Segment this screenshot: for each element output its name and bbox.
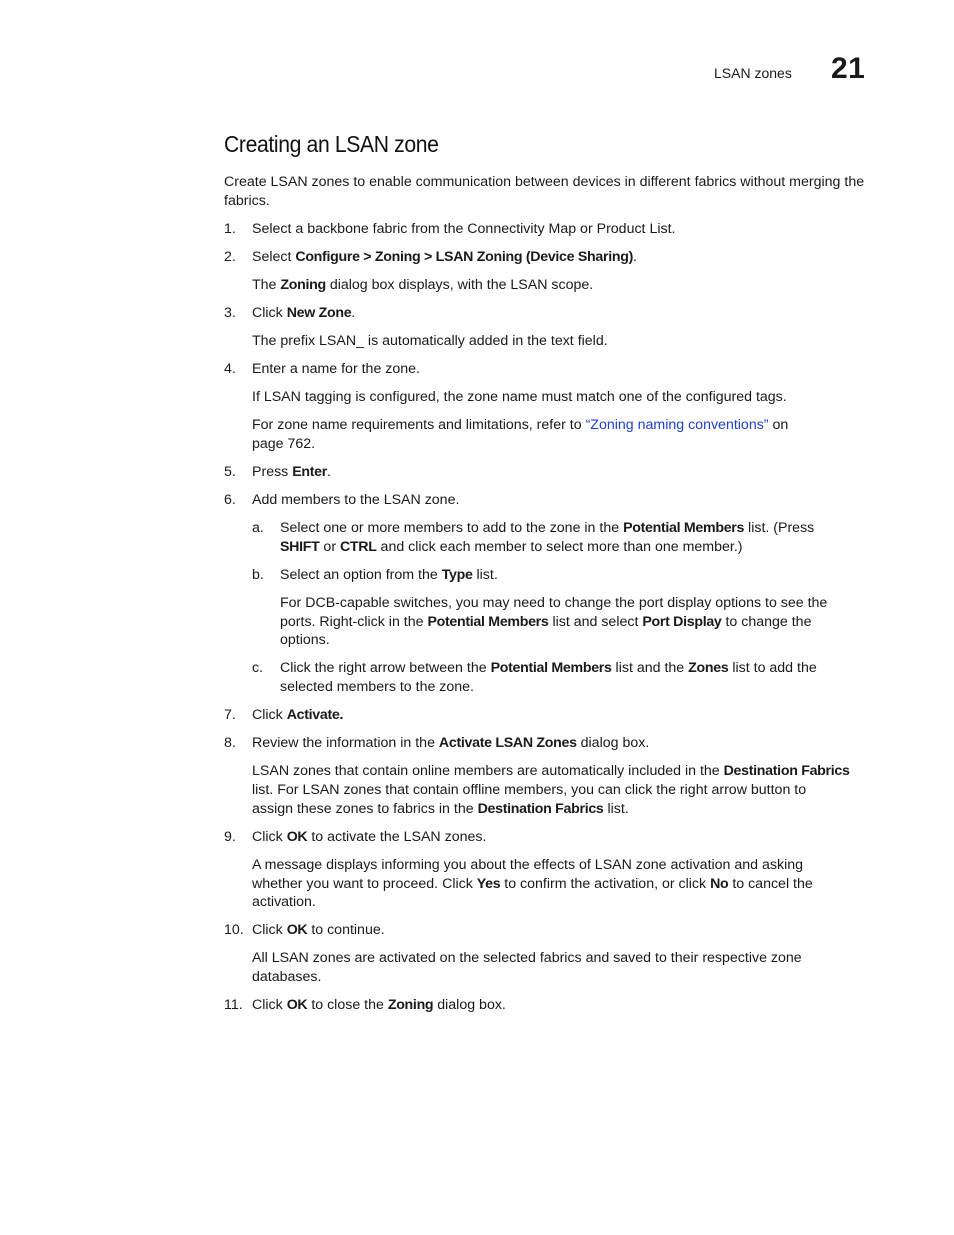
substep-text: Click the right arrow between the Potential Members list and the Zones list to add the: [280, 660, 817, 676]
substep-note: options.: [280, 632, 330, 648]
substep-label: a.: [252, 520, 264, 536]
step-text: Add members to the LSAN zone.: [252, 492, 460, 508]
substep-text: Select one or more members to add to the zone in the Potential Members list. (Press: [280, 520, 815, 536]
step-note: whether you want to proceed. Click Yes to confirm the activation, or click No to cancel the: [252, 876, 813, 892]
step-note: activation.: [252, 894, 316, 910]
substep-note: ports. Right-click in the Potential Members list and select Port Display to change the: [280, 614, 812, 630]
step-text: Select a backbone fabric from the Connectivity Map or Product List.: [252, 221, 676, 237]
step-text: Click OK to activate the LSAN zones.: [252, 829, 487, 845]
step-number: 1.: [224, 221, 236, 237]
step-text: Click New Zone.: [252, 305, 356, 321]
step-number: 4.: [224, 361, 236, 377]
step-note: If LSAN tagging is configured, the zone name must match one of the configured tags.: [252, 389, 787, 405]
step-text: Click Activate.: [252, 707, 344, 723]
step-note: LSAN zones that contain online members are automatically included in the Destination Fabrics: [252, 763, 850, 779]
step-number: 9.: [224, 829, 236, 845]
substep-label: c.: [252, 660, 264, 676]
step-text: Review the information in the Activate LSAN Zones dialog box.: [252, 735, 650, 751]
intro-paragraph: Create LSAN zones to enable communication between devices in different fabrics without merging the fabrics.: [224, 174, 865, 209]
step-text: Press Enter.: [252, 464, 331, 480]
step-number: 10.: [224, 922, 244, 938]
step-text: Click OK to close the Zoning dialog box.: [252, 997, 506, 1013]
section-title: Creating an LSAN zone: [224, 131, 439, 157]
step-number: 2.: [224, 249, 236, 265]
substep-text: SHIFT or CTRL and click each member to select more than one member.): [280, 539, 743, 555]
cross-reference-link[interactable]: “Zoning naming conventions”: [585, 417, 769, 433]
substep-note: For DCB-capable switches, you may need to change the port display options to see the: [280, 595, 828, 611]
step-text: Select Configure > Zoning > LSAN Zoning (Device Sharing).: [252, 249, 637, 265]
running-header-section: LSAN zones: [714, 65, 792, 81]
step-note: assign these zones to fabrics in the Destination Fabrics list.: [252, 801, 629, 817]
step-note: For zone name requirements and limitations, refer to “Zoning naming conventions” on: [252, 417, 789, 433]
step-note: list. For LSAN zones that contain offline members, you can click the right arrow button to: [252, 782, 807, 798]
step-number: 6.: [224, 492, 236, 508]
step-note: A message displays informing you about the effects of LSAN zone activation and asking: [252, 857, 804, 873]
step-note: All LSAN zones are activated on the selected fabrics and saved to their respective zone: [252, 950, 802, 966]
step-number: 3.: [224, 305, 236, 321]
step-note: The prefix LSAN_ is automatically added in the text field.: [252, 333, 608, 349]
step-text: Enter a name for the zone.: [252, 361, 420, 377]
menu-path: Configure > Zoning > LSAN Zoning (Device Sharing): [295, 249, 634, 265]
substep-label: b.: [252, 567, 264, 583]
step-number: 7.: [224, 707, 236, 723]
step-note: databases.: [252, 969, 322, 985]
step-number: 8.: [224, 735, 236, 751]
substep-text: Select an option from the Type list.: [280, 567, 498, 583]
step-number: 5.: [224, 464, 236, 480]
substep-text: selected members to the zone.: [280, 679, 474, 695]
chapter-number: 21: [831, 52, 866, 85]
step-number: 11.: [224, 997, 243, 1013]
step-note: page 762.: [252, 436, 316, 452]
step-text: Click OK to continue.: [252, 922, 385, 938]
step-note: The Zoning dialog box displays, with the LSAN scope.: [252, 277, 594, 293]
